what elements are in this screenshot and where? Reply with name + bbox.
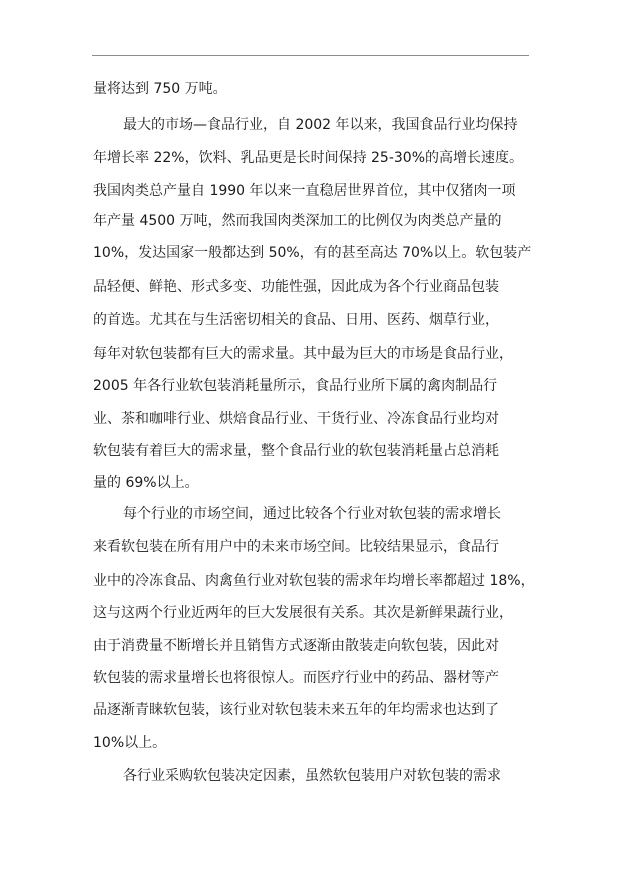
text-line: 最大的市场—食品行业，自 2002 年以来，我国食品行业均保持 bbox=[123, 117, 518, 133]
text-line: 各行业采购软包装决定因素，虽然软包装用户对软包装的需求 bbox=[123, 768, 501, 784]
header-rule bbox=[92, 55, 529, 56]
text-line: 10%，发达国家一般都达到 50%，有的甚至高达 70%以上。软包装产 bbox=[93, 245, 532, 261]
text-line: 这与这两个行业近两年的巨大发展很有关系。其次是新鲜果蔬行业， bbox=[93, 605, 513, 621]
text-line: 每个行业的市场空间，通过比较各个行业对软包装的需求增长 bbox=[123, 506, 501, 522]
text-line: 10%以上。 bbox=[93, 735, 167, 751]
text-line: 品轻便、鲜艳、形式多变、功能性强，因此成为各个行业商品包装 bbox=[93, 279, 499, 295]
text-line: 由于消费量不断增长并且销售方式逐渐由散装走向软包装，因此对 bbox=[93, 638, 499, 654]
text-line: 的首选。尤其在与生活密切相关的食品、日用、医药、烟草行业， bbox=[93, 312, 499, 328]
text-line: 软包装的需求量增长也将很惊人。而医疗行业中的药品、器材等产 bbox=[93, 670, 499, 686]
text-line: 每年对软包装都有巨大的需求量。其中最为巨大的市场是食品行业， bbox=[93, 346, 513, 362]
text-line: 业中的冷冻食品、肉禽鱼行业对软包装的需求年均增长率都超过 18%， bbox=[93, 573, 535, 589]
text-line: 年产量 4500 万吨，然而我国肉类深加工的比例仅为肉类总产量的 bbox=[93, 213, 502, 229]
text-line: 我国肉类总产量自 1990 年以来一直稳居世界首位，其中仅猪肉一项 bbox=[93, 183, 516, 199]
text-line: 2005 年各行业软包装消耗量所示，食品行业所下属的禽肉制品行 bbox=[93, 378, 498, 394]
text-line: 软包装有着巨大的需求量，整个食品行业的软包装消耗量占总消耗 bbox=[93, 443, 499, 459]
text-line: 业、茶和咖啡行业、烘焙食品行业、干货行业、冷冻食品行业均对 bbox=[93, 411, 499, 427]
text-line: 年增长率 22%，饮料、乳品更是长时间保持 25-30%的高增长速度。 bbox=[93, 150, 523, 166]
text-line: 来看软包装在所有用户中的未来市场空间。比较结果显示，食品行 bbox=[93, 539, 499, 555]
text-line: 量将达到 750 万吨。 bbox=[93, 81, 227, 97]
text-line: 量的 69%以上。 bbox=[93, 475, 199, 491]
text-line: 品逐渐青睐软包装，该行业对软包装未来五年的年均需求也达到了 bbox=[93, 702, 499, 718]
